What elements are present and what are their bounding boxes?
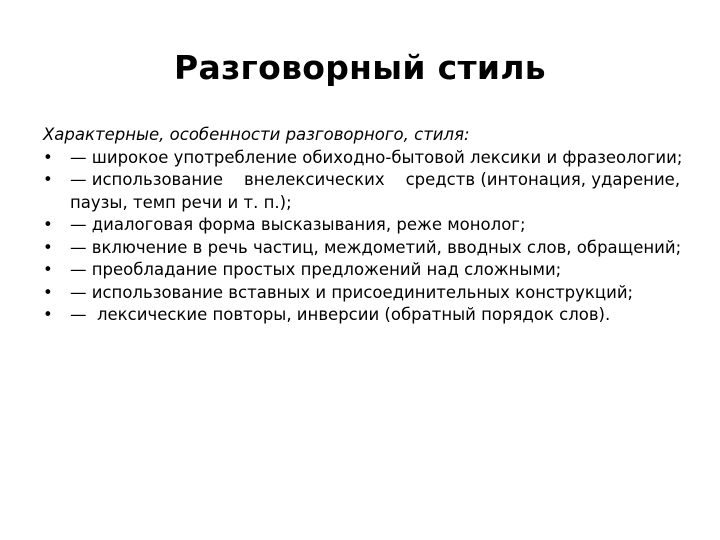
bullet-list	[43, 147, 686, 327]
slide-title: Разговорный стиль	[174, 48, 546, 87]
slide-content	[43, 124, 686, 327]
list-item	[43, 147, 683, 170]
list-item-text: — включение в речь частиц, междометий, вводных слов, обращений;	[70, 237, 682, 257]
list-item	[43, 169, 686, 214]
list-item	[43, 214, 683, 237]
bullet-icon: •	[43, 215, 53, 234]
list-item	[43, 304, 683, 327]
bullet-icon: •	[43, 260, 53, 279]
list-item	[43, 259, 683, 282]
list-item-text: — диалоговая форма высказывания, реже монолог;	[70, 215, 526, 234]
list-item-text: — использование вставных и присоединительных конструкций;	[70, 282, 634, 302]
bullet-icon: •	[43, 305, 53, 324]
bullet-icon: •	[43, 170, 53, 189]
list-item	[43, 282, 683, 305]
bullet-icon: •	[43, 147, 53, 167]
list-item-text: — широкое употребление обиходно-бытовой лексики и фразеологии;	[70, 147, 683, 167]
slide-subtitle: Характерные, особенности разговорного, стиля:	[43, 125, 470, 144]
list-item-text: — лексические повторы, инверсии (обратный порядок слов).	[70, 305, 611, 324]
list-item	[43, 237, 683, 260]
bullet-icon: •	[43, 237, 53, 257]
list-item-text: — использование внелексических средств (интонация, ударение, паузы, темп речи и т. п.);	[70, 170, 686, 212]
bullet-icon: •	[43, 282, 53, 302]
list-item-text: — преобладание простых предложений над сложными;	[70, 260, 562, 279]
